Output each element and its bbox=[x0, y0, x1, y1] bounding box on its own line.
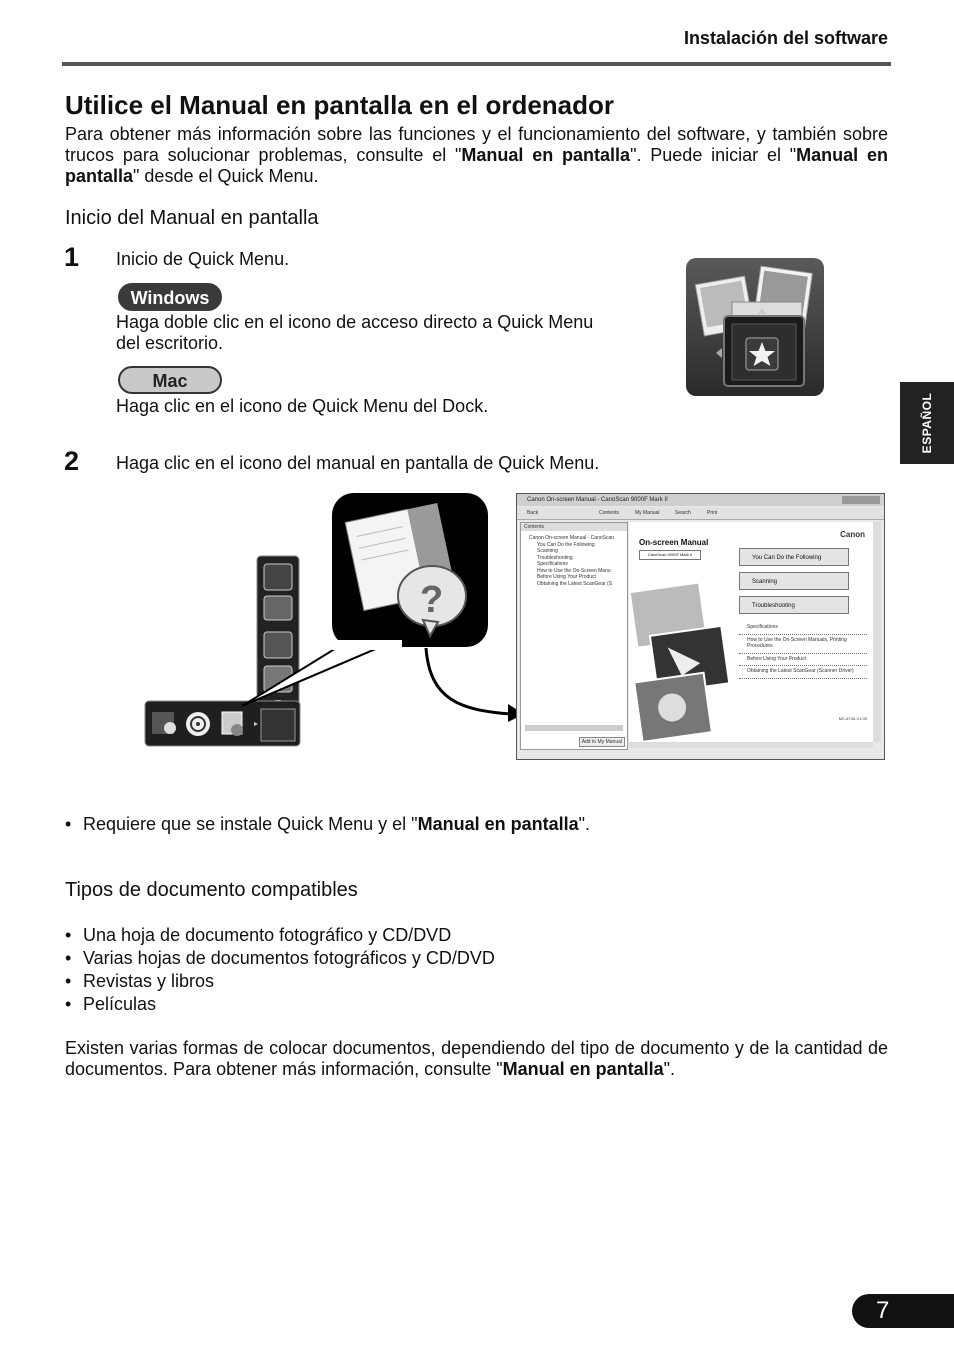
running-header: Instalación del software bbox=[683, 28, 888, 48]
step-number-2: 2 bbox=[64, 446, 80, 476]
contents-tree-item[interactable]: Scanning bbox=[537, 548, 558, 554]
contents-tree-item[interactable]: Specifications bbox=[537, 561, 568, 567]
contents-tree-item[interactable]: Troubleshooting bbox=[537, 554, 573, 561]
nav-button[interactable]: Troubleshooting bbox=[739, 596, 849, 614]
placement-note: Existen varias formas de colocar documentos, dependiendo del tipo de documento y de la cantidad de documentos. Para obtener más información, consulte "Manual en pantalla". bbox=[65, 1038, 888, 1079]
manual-titlebar: Canon On-screen Manual - CanoScan 9000F Mark II bbox=[517, 494, 884, 506]
contents-tree bbox=[521, 531, 627, 587]
contents-tree-item[interactable]: Obtaining the Latest ScanGear (S bbox=[537, 580, 613, 587]
subtitle-start-manual: Inicio del Manual en pantalla bbox=[65, 207, 319, 229]
window-controls[interactable] bbox=[842, 496, 880, 504]
nav-button[interactable]: Scanning bbox=[739, 572, 849, 590]
toolbar-my-manual[interactable]: My Manual bbox=[635, 510, 660, 516]
language-side-tab: ESPAÑOL bbox=[900, 382, 954, 464]
mac-instruction: Haga clic en el icono de Quick Menu del Dock. bbox=[116, 396, 489, 416]
nav-link[interactable]: Specifications bbox=[739, 622, 867, 635]
step1-text: Inicio de Quick Menu. bbox=[116, 249, 290, 269]
nav-links bbox=[739, 622, 867, 679]
requirement-list bbox=[65, 813, 590, 836]
subtitle-doc-types: Tipos de documento compatibles bbox=[65, 879, 358, 901]
manual-toolbar bbox=[517, 507, 884, 520]
header-rule bbox=[62, 62, 891, 66]
doc-types-list bbox=[65, 924, 495, 1016]
cover-title: On-screen Manual bbox=[639, 538, 709, 547]
list-item: • Varias hojas de documentos fotográficos y CD/DVD bbox=[65, 947, 495, 970]
contents-tree-item[interactable]: Before Using Your Product bbox=[537, 574, 596, 580]
windows-badge: Windows bbox=[118, 283, 222, 311]
contents-pane bbox=[520, 522, 628, 750]
list-item: • Películas bbox=[65, 993, 495, 1016]
requirement-item: • Requiere que se instale Quick Menu y el "Manual en pantalla". bbox=[65, 813, 590, 836]
contents-label: Contents bbox=[521, 523, 627, 531]
add-to-my-manual-button[interactable]: Add to My Manual bbox=[579, 737, 625, 747]
toolbar-print[interactable]: Print bbox=[707, 510, 718, 516]
contents-tree-item[interactable]: Canon On-screen Manual - CanoScan bbox=[529, 535, 615, 541]
manual-cover bbox=[629, 522, 731, 742]
list-item: • Una hoja de documento fotográfico y CD/DVD bbox=[65, 924, 495, 947]
toolbar-back[interactable]: Back bbox=[527, 510, 539, 516]
nav-link[interactable]: How to Use the On-Screen Manuals, Printing Procedures bbox=[739, 635, 867, 654]
toolbar-contents[interactable]: Contents bbox=[599, 510, 620, 516]
list-item: • Revistas y libros bbox=[65, 970, 495, 993]
manual-window bbox=[516, 493, 885, 760]
section-title: Utilice el Manual en pantalla en el ordenador bbox=[65, 90, 615, 120]
canon-logo: Canon bbox=[840, 530, 865, 539]
svg-text:?: ? bbox=[420, 579, 444, 621]
quick-menu-app-icon bbox=[686, 258, 824, 396]
manual-hscrollbar[interactable] bbox=[629, 742, 873, 748]
toolbar-search[interactable]: Search bbox=[675, 510, 691, 516]
nav-link[interactable]: Before Using Your Product bbox=[739, 654, 867, 667]
mac-badge: Mac bbox=[118, 366, 222, 394]
quick-menu-illustration bbox=[140, 490, 540, 760]
intro-paragraph: Para obtener más información sobre las funciones y el funcionamiento del software, y también sobre trucos para solucionar problemas, consulte el "Manual en pantalla". Puede iniciar el "Manual en pantalla" desde el Quick Menu. bbox=[65, 124, 888, 186]
nav-link[interactable]: Obtaining the Latest ScanGear (Scanner Driver) bbox=[739, 666, 867, 679]
cover-model: CanoScan 9000F Mark II bbox=[639, 550, 701, 560]
page-number: 7 bbox=[852, 1294, 954, 1328]
manual-scrollbar[interactable] bbox=[873, 522, 881, 742]
contents-scrollbar[interactable] bbox=[525, 725, 623, 731]
document-code: MC-6736-V1.00 bbox=[838, 716, 867, 721]
windows-instruction: Haga doble clic en el icono de acceso directo a Quick Menu del escritorio. bbox=[116, 312, 594, 353]
contents-tree-item[interactable]: You Can Do the Following bbox=[537, 541, 595, 548]
nav-button[interactable]: You Can Do the Following bbox=[739, 548, 849, 566]
step-number-1: 1 bbox=[64, 242, 80, 272]
contents-tree-item[interactable]: How to Use the On-Screen Manu bbox=[537, 567, 611, 574]
step2-text: Haga clic en el icono del manual en pantalla de Quick Menu. bbox=[116, 453, 600, 473]
manual-nav bbox=[731, 522, 873, 742]
